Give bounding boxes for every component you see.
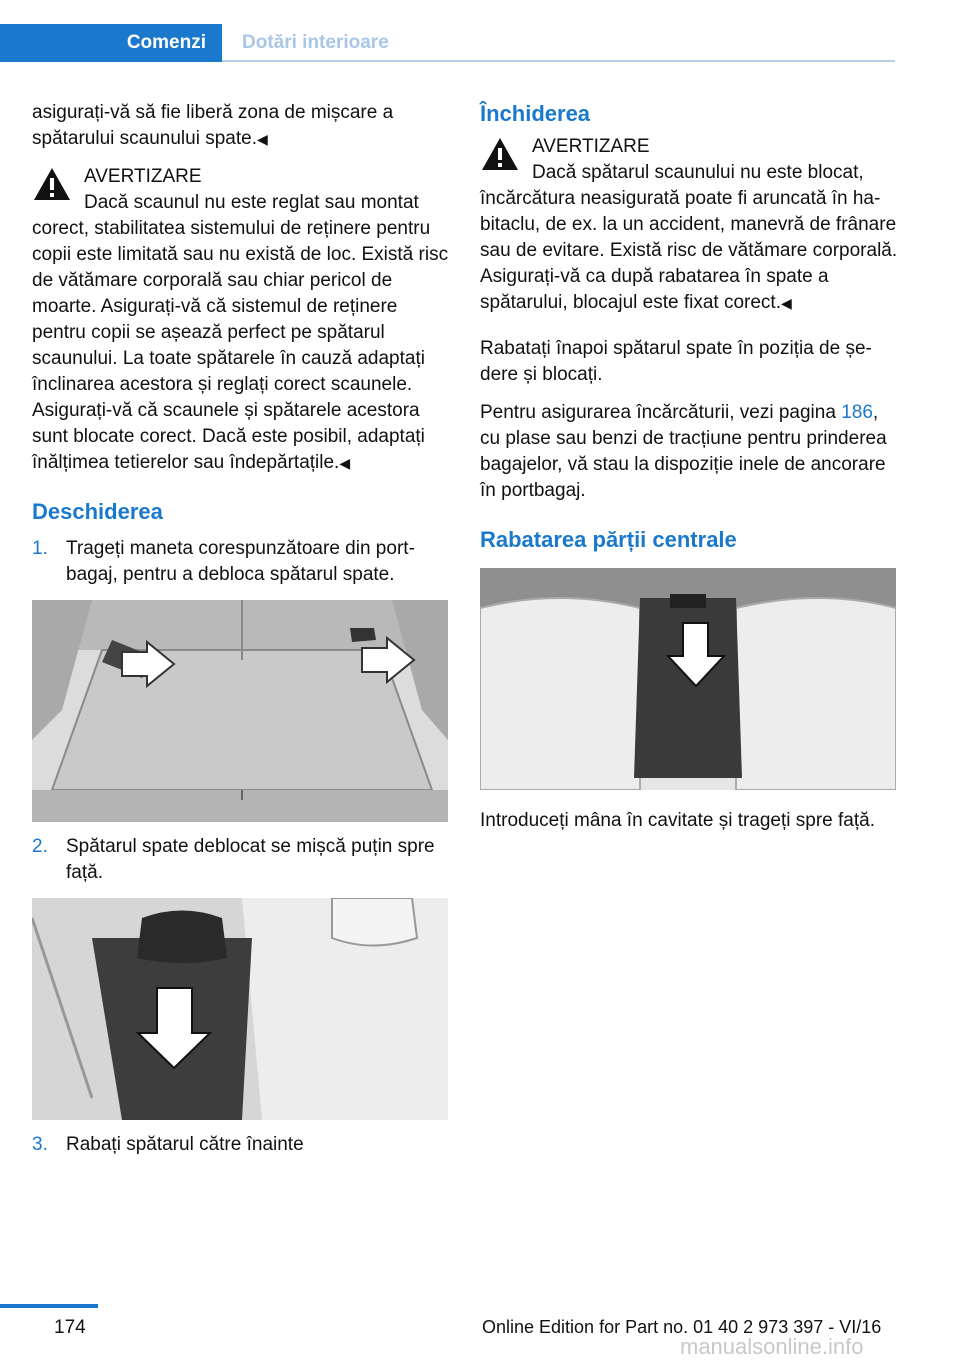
intro-paragraph: asigurați-vă să fie liberă zona de mișcare a spătarului scaunului spate.◀ <box>32 102 394 149</box>
warning-title: AVERTIZARE <box>532 136 650 157</box>
end-mark: ◀ <box>339 455 351 471</box>
end-mark: ◀ <box>256 131 268 147</box>
section-heading-deschiderea: Deschiderea <box>32 499 163 524</box>
trunk-release-lever-illustration <box>32 600 448 822</box>
step-2 <box>32 834 450 886</box>
header-tabs <box>0 24 895 62</box>
watermark: manualsonline.info <box>680 1334 864 1359</box>
warning-triangle-icon <box>32 166 72 202</box>
step-text: Trageți maneta corespunzătoare din portbagaj, pentru a debloca spătarul spate. <box>66 538 415 585</box>
paragraph-cargo-securing: Pentru asigurarea încărcăturii, vezi pagina 186, cu plase sau benzi de tracțiune pentru prinderea bagajelor, vă stau la dispoziție inele de ancorare în portbagaj. <box>480 402 887 501</box>
header-rule <box>222 60 895 62</box>
warning-block-seat-lock <box>480 134 898 316</box>
step-1 <box>32 536 450 588</box>
tab-dotari-interioare[interactable]: Dotări interioare <box>242 32 389 53</box>
step-number: 3. <box>32 1134 48 1155</box>
warning-title: AVERTIZARE <box>84 166 202 187</box>
page-link-186[interactable]: 186 <box>841 402 873 423</box>
step-text: Spătarul spate deblocat se mișcă puțin spre față. <box>66 836 435 883</box>
center-section-fold-illustration <box>480 568 896 790</box>
footer-rule <box>0 1304 98 1308</box>
section-heading-rabatarea-partii-centrale: Rabatarea părții centrale <box>480 527 737 552</box>
warning-block-child-seat <box>32 164 450 476</box>
paragraph-fold-back: Rabatați înapoi spătarul spate în poziția de ședere și blocați. <box>480 338 872 385</box>
step-3 <box>32 1132 450 1158</box>
edition-label: Online Edition for Part no. 01 40 2 973 397 - VI/16 <box>482 1317 882 1337</box>
step-number: 2. <box>32 836 48 857</box>
warning-text: Dacă spătarul scaunului nu este blocat, încărcătura neasigurată poate fi aruncată în habitaclu, de ex. la un accident, manevră de frânare sau de evitare. Există risc de vătămare corporală. Asigurați-vă ca după rabatarea în spate a spătarului, blocajul este fixat corect.◀ <box>480 162 898 313</box>
step-text: Rabați spătarul către înainte <box>66 1134 304 1155</box>
right-column <box>480 100 898 846</box>
left-column <box>32 100 450 1170</box>
tab-comenzi[interactable]: Comenzi <box>0 24 222 62</box>
warning-text: Dacă scaunul nu este reglat sau montat corect, stabilitatea sistemului de reținere pentru copii este limitată sau nu există de loc. Există risc de vătămare corporală sau chiar pericol de moarte. Asigurați-vă că sistemul de reținere pentru copii se așează perfect pe spătarul scaunului. La toate spătarele în cauză adaptați înclinarea acestora și reglați corect scaunele. Asigurați-vă că scaunele și spătarele acestora sunt blocate corect. Dacă este posibil, adaptați înălțimea tetierelor sau îndepărtațile.◀ <box>32 192 449 473</box>
page-number: 174 <box>54 1317 86 1338</box>
end-mark: ◀ <box>781 295 792 311</box>
seatback-unlocked-illustration <box>32 898 448 1120</box>
warning-triangle-icon <box>480 136 520 172</box>
paragraph-pull-forward: Introduceți mâna în cavitate și trageți spre față. <box>480 810 875 831</box>
step-number: 1. <box>32 538 48 559</box>
section-heading-inchiderea: Închiderea <box>480 101 591 126</box>
